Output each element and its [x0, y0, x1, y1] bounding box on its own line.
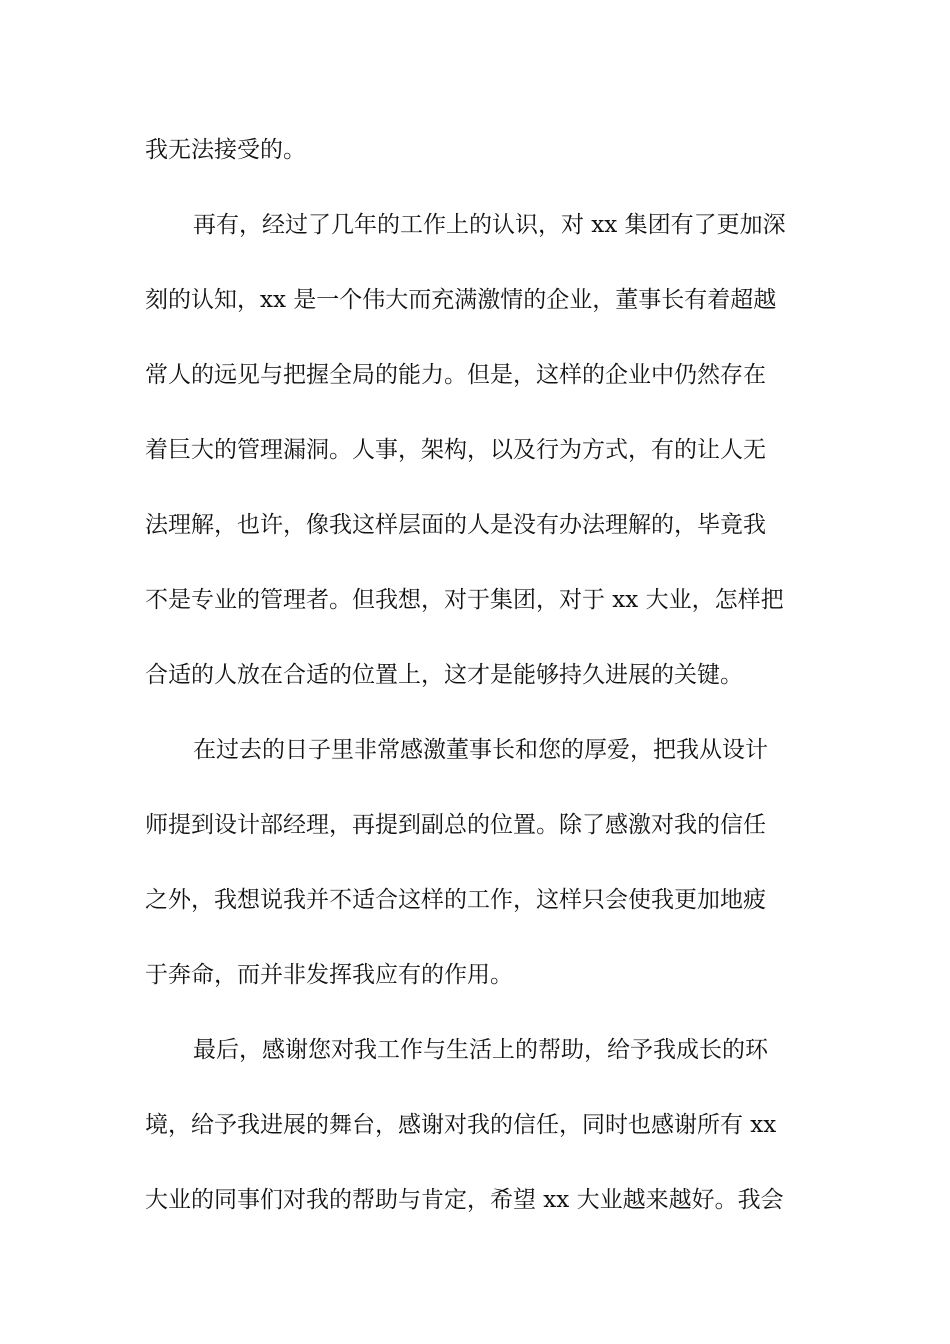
text-line: 大业的同事们对我的帮助与肯定，希望 xx 大业越来越好。我会 [145, 1187, 784, 1213]
text-line: 常人的远见与把握全局的能力。但是，这样的企业中仍然存在 [145, 362, 766, 388]
text-line: 着巨大的管理漏洞。人事，架构，以及行为方式，有的让人无 [145, 437, 766, 463]
text-line: 刻的认知，xx 是一个伟大而充满激情的企业，董事长有着超越 [145, 287, 777, 313]
text-line: 法理解，也许，像我这样层面的人是没有办法理解的，毕竟我 [145, 512, 766, 538]
paragraph-start-line: 再有，经过了几年的工作上的认识，对 xx 集团有了更加深 [193, 212, 786, 238]
text-line: 之外，我想说我并不适合这样的工作，这样只会使我更加地疲 [145, 887, 766, 913]
text-line: 我无法接受的。 [145, 137, 306, 163]
text-line: 合适的人放在合适的位置上，这才是能够持久进展的关键。 [145, 662, 743, 688]
text-line: 境，给予我进展的舞台，感谢对我的信任，同时也感谢所有 xx [145, 1112, 777, 1138]
text-line: 师提到设计部经理，再提到副总的位置。除了感激对我的信任 [145, 812, 766, 838]
paragraph-start-line: 在过去的日子里非常感激董事长和您的厚爱，把我从设计 [193, 737, 768, 763]
text-line: 不是专业的管理者。但我想，对于集团，对于 xx 大业，怎样把 [145, 587, 784, 613]
text-line: 于奔命，而并非发挥我应有的作用。 [145, 962, 513, 988]
paragraph-start-line: 最后，感谢您对我工作与生活上的帮助，给予我成长的环 [193, 1037, 768, 1063]
